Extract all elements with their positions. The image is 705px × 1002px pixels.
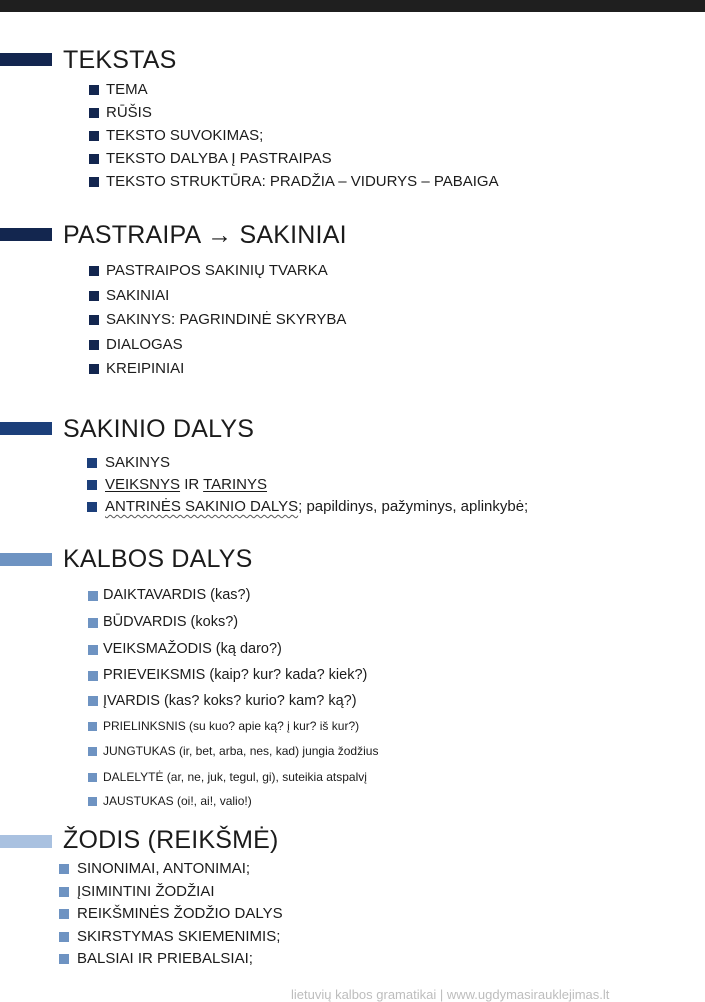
square-bullet-icon (88, 747, 97, 756)
square-bullet-icon (89, 131, 99, 141)
section-title: PASTRAIPA → SAKINIAI (63, 221, 347, 249)
item-text: DALELYTĖ (ar, ne, juk, tegul, gi), suteikia atspalvį (103, 770, 367, 784)
item-list (0, 78, 705, 193)
square-bullet-icon (88, 671, 98, 681)
square-bullet-icon (89, 266, 99, 276)
list-item (0, 101, 705, 124)
item-text: ĮSIMINTINI ŽODŽIAI (77, 882, 215, 900)
item-text (105, 474, 267, 496)
footer-watermark: lietuvių kalbos gramatikai | www.ugdymasirauklejimas.lt (291, 987, 610, 1002)
term-veiksnys: VEIKSNYS (105, 476, 181, 493)
square-bullet-icon (89, 177, 99, 187)
item-text (105, 496, 528, 518)
list-item (0, 609, 705, 636)
list-item (0, 714, 705, 739)
square-bullet-icon (59, 932, 69, 942)
square-bullet-icon (87, 458, 97, 468)
section-bar (0, 422, 52, 435)
section-bar (0, 53, 52, 66)
list-item (0, 124, 705, 147)
section-header (0, 46, 705, 76)
section-bar (0, 835, 52, 848)
item-text: SINONIMAI, ANTONIMAI; (77, 860, 251, 877)
square-bullet-icon (89, 291, 99, 301)
square-bullet-icon (88, 773, 97, 782)
section-kalbos-dalys (0, 545, 705, 812)
section-bar (0, 228, 52, 241)
list-item (0, 474, 705, 496)
term-antrines-dalys: ANTRINĖS SAKINIO DALYS (105, 498, 299, 515)
term-sakinys: SAKINYS (105, 454, 171, 471)
square-bullet-icon (88, 591, 98, 601)
item-list (0, 582, 705, 812)
square-bullet-icon (89, 108, 99, 118)
square-bullet-icon (89, 85, 99, 95)
square-bullet-icon (87, 480, 97, 490)
list-item (0, 739, 705, 764)
list-item (0, 858, 705, 881)
square-bullet-icon (59, 864, 69, 874)
section-title: SAKINIO DALYS (63, 415, 255, 443)
square-bullet-icon (59, 954, 69, 964)
section-sakinio-dalys (0, 415, 705, 518)
item-text: TEMA (106, 81, 148, 98)
square-bullet-icon (88, 645, 98, 655)
top-status-bar (0, 0, 705, 12)
list-item (0, 926, 705, 949)
item-text: DIALOGAS (106, 335, 183, 353)
list-item (0, 582, 705, 609)
item-text: RŪŠIS (106, 104, 152, 121)
item-text: VEIKSMAŽODIS (ką daro?) (103, 641, 282, 657)
item-text: JAUSTUKAS (oi!, ai!, valio!) (103, 794, 252, 808)
section-title: KALBOS DALYS (63, 545, 253, 573)
item-text: BŪDVARDIS (koks?) (103, 614, 239, 630)
section-tekstas (0, 46, 705, 193)
square-bullet-icon (59, 887, 69, 897)
list-item (0, 663, 705, 688)
item-text: KREIPINIAI (106, 360, 185, 377)
square-bullet-icon (88, 722, 97, 731)
square-bullet-icon (89, 315, 99, 325)
list-item (0, 147, 705, 170)
square-bullet-icon (87, 502, 97, 512)
list-item (0, 78, 705, 101)
list-item (0, 881, 705, 904)
section-header (0, 415, 705, 445)
item-text: PASTRAIPOS SAKINIŲ TVARKA (106, 262, 328, 279)
square-bullet-icon (88, 618, 98, 628)
list-item (0, 496, 705, 518)
list-item (0, 452, 705, 474)
item-text: TEKSTO STRUKTŪRA: PRADŽIA – VIDURYS – PABAIGA (106, 173, 499, 190)
list-item (0, 259, 705, 284)
section-header (0, 826, 705, 856)
section-zodis (0, 826, 705, 971)
square-bullet-icon (88, 797, 97, 806)
square-bullet-icon (89, 154, 99, 164)
item-text: SAKINIAI (106, 286, 170, 304)
item-text: REIKŠMINĖS ŽODŽIO DALYS (77, 905, 283, 922)
item-text: ĮVARDIS (kas? koks? kurio? kam? ką?) (103, 693, 357, 709)
item-text: TEKSTO DALYBA Į PASTRAIPAS (106, 150, 332, 167)
conjunction-text: IR (180, 476, 204, 493)
item-list (0, 858, 705, 971)
list-item (0, 284, 705, 309)
item-list (0, 452, 705, 518)
item-text: SAKINYS: PAGRINDINĖ SKYRYBA (106, 311, 347, 328)
list-item (0, 790, 705, 812)
list-item (0, 948, 705, 971)
section-pastraipa (0, 221, 705, 382)
item-text: SKIRSTYMAS SKIEMENIMIS; (77, 927, 281, 945)
item-text: TEKSTO SUVOKIMAS; (106, 127, 264, 144)
term-tarinys: TARINYS (203, 476, 268, 493)
item-text: BALSIAI IR PRIEBALSIAI; (77, 950, 253, 967)
section-header (0, 545, 705, 575)
item-list (0, 259, 705, 382)
item-text: DAIKTAVARDIS (kas?) (103, 587, 251, 603)
term-details: ; papildinys, pažyminys, aplinkybė; (298, 498, 529, 515)
section-title: ŽODIS (REIKŠMĖ) (63, 826, 279, 854)
list-item (0, 764, 705, 790)
item-text: PRIEVEIKSMIS (kaip? kur? kada? kiek?) (103, 667, 368, 683)
list-item (0, 333, 705, 358)
list-item (0, 636, 705, 663)
square-bullet-icon (59, 909, 69, 919)
list-item (0, 357, 705, 382)
item-text: JUNGTUKAS (ir, bet, arba, nes, kad) jungia žodžius (103, 744, 379, 758)
section-bar (0, 553, 52, 566)
section-header (0, 221, 705, 251)
list-item (0, 308, 705, 333)
square-bullet-icon (89, 364, 99, 374)
list-item (0, 688, 705, 714)
list-item (0, 903, 705, 926)
square-bullet-icon (89, 340, 99, 350)
square-bullet-icon (88, 696, 98, 706)
item-text: PRIELINKSNIS (su kuo? apie ką? į kur? iš kur?) (103, 719, 360, 733)
item-text (105, 452, 170, 474)
section-title: TEKSTAS (63, 46, 177, 74)
list-item (0, 170, 705, 193)
